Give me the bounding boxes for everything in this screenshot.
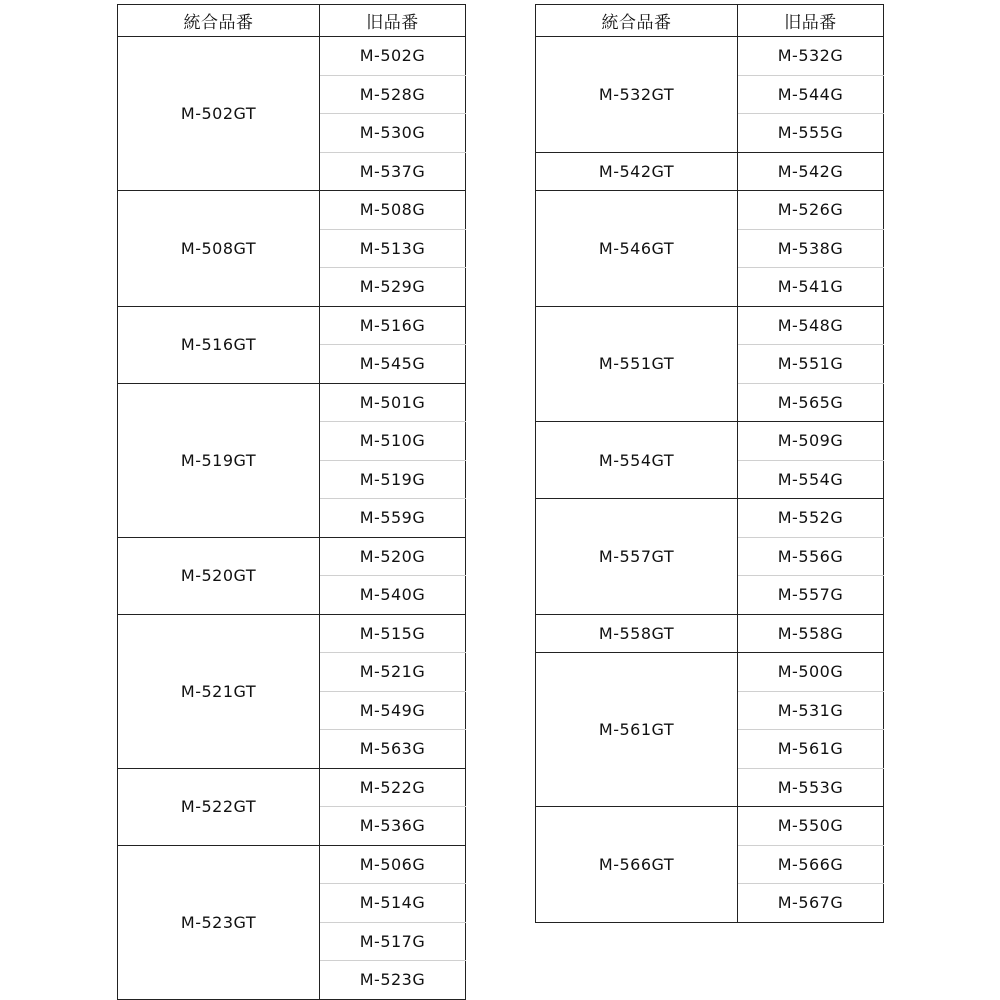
unified-part-number: M-519GT	[118, 383, 320, 537]
old-part-number: M-566G	[738, 845, 884, 884]
table-body	[118, 37, 466, 1000]
unified-part-number: M-557GT	[536, 499, 738, 615]
old-part-number: M-515G	[320, 614, 466, 653]
unified-part-number: M-516GT	[118, 306, 320, 383]
table-row	[118, 537, 466, 576]
unified-part-number: M-554GT	[536, 422, 738, 499]
old-part-number: M-542G	[738, 152, 884, 191]
old-part-number: M-532G	[738, 37, 884, 76]
old-part-number: M-501G	[320, 383, 466, 422]
table-row	[118, 383, 466, 422]
old-part-number: M-565G	[738, 383, 884, 422]
old-part-number: M-559G	[320, 499, 466, 538]
table-row	[536, 306, 884, 345]
old-part-number: M-563G	[320, 730, 466, 769]
old-part-number: M-506G	[320, 845, 466, 884]
table-row	[536, 807, 884, 846]
old-part-number: M-551G	[738, 345, 884, 384]
table-row	[536, 614, 884, 653]
table-row	[536, 191, 884, 230]
unified-part-number: M-532GT	[536, 37, 738, 153]
header-unified-part-number: 統合品番	[536, 5, 738, 37]
old-part-number: M-552G	[738, 499, 884, 538]
old-part-number: M-530G	[320, 114, 466, 153]
part-number-table-right	[535, 4, 884, 923]
unified-part-number: M-558GT	[536, 614, 738, 653]
old-part-number: M-529G	[320, 268, 466, 307]
table-row	[118, 614, 466, 653]
old-part-number: M-561G	[738, 730, 884, 769]
table-row	[118, 306, 466, 345]
old-part-number: M-519G	[320, 460, 466, 499]
old-part-number: M-521G	[320, 653, 466, 692]
old-part-number: M-558G	[738, 614, 884, 653]
old-part-number: M-516G	[320, 306, 466, 345]
old-part-number: M-553G	[738, 768, 884, 807]
unified-part-number: M-551GT	[536, 306, 738, 422]
unified-part-number: M-523GT	[118, 845, 320, 999]
table-row	[536, 499, 884, 538]
old-part-number: M-509G	[738, 422, 884, 461]
unified-part-number: M-520GT	[118, 537, 320, 614]
header-row	[118, 5, 466, 37]
old-part-number: M-538G	[738, 229, 884, 268]
unified-part-number: M-546GT	[536, 191, 738, 307]
table-body	[536, 37, 884, 923]
old-part-number: M-514G	[320, 884, 466, 923]
old-part-number: M-500G	[738, 653, 884, 692]
old-part-number: M-522G	[320, 768, 466, 807]
old-part-number: M-556G	[738, 537, 884, 576]
old-part-number: M-528G	[320, 75, 466, 114]
header-old-part-number: 旧品番	[320, 5, 466, 37]
table-row	[118, 191, 466, 230]
old-part-number: M-540G	[320, 576, 466, 615]
old-part-number: M-536G	[320, 807, 466, 846]
old-part-number: M-555G	[738, 114, 884, 153]
old-part-number: M-545G	[320, 345, 466, 384]
header-old-part-number: 旧品番	[738, 5, 884, 37]
old-part-number: M-550G	[738, 807, 884, 846]
table-row	[536, 37, 884, 76]
old-part-number: M-541G	[738, 268, 884, 307]
old-part-number: M-523G	[320, 961, 466, 1000]
old-part-number: M-537G	[320, 152, 466, 191]
unified-part-number: M-561GT	[536, 653, 738, 807]
old-part-number: M-531G	[738, 691, 884, 730]
unified-part-number: M-502GT	[118, 37, 320, 191]
table-row	[118, 768, 466, 807]
old-part-number: M-554G	[738, 460, 884, 499]
old-part-number: M-517G	[320, 922, 466, 961]
old-part-number: M-520G	[320, 537, 466, 576]
part-number-table-left	[117, 4, 466, 1000]
old-part-number: M-502G	[320, 37, 466, 76]
old-part-number: M-510G	[320, 422, 466, 461]
unified-part-number: M-566GT	[536, 807, 738, 923]
old-part-number: M-526G	[738, 191, 884, 230]
old-part-number: M-548G	[738, 306, 884, 345]
table-row	[536, 422, 884, 461]
unified-part-number: M-521GT	[118, 614, 320, 768]
old-part-number: M-508G	[320, 191, 466, 230]
table-row	[118, 845, 466, 884]
old-part-number: M-567G	[738, 884, 884, 923]
old-part-number: M-549G	[320, 691, 466, 730]
header-unified-part-number: 統合品番	[118, 5, 320, 37]
table-row	[118, 37, 466, 76]
table-row	[536, 653, 884, 692]
unified-part-number: M-522GT	[118, 768, 320, 845]
unified-part-number: M-542GT	[536, 152, 738, 191]
unified-part-number: M-508GT	[118, 191, 320, 307]
old-part-number: M-557G	[738, 576, 884, 615]
old-part-number: M-513G	[320, 229, 466, 268]
header-row	[536, 5, 884, 37]
table-row	[536, 152, 884, 191]
old-part-number: M-544G	[738, 75, 884, 114]
